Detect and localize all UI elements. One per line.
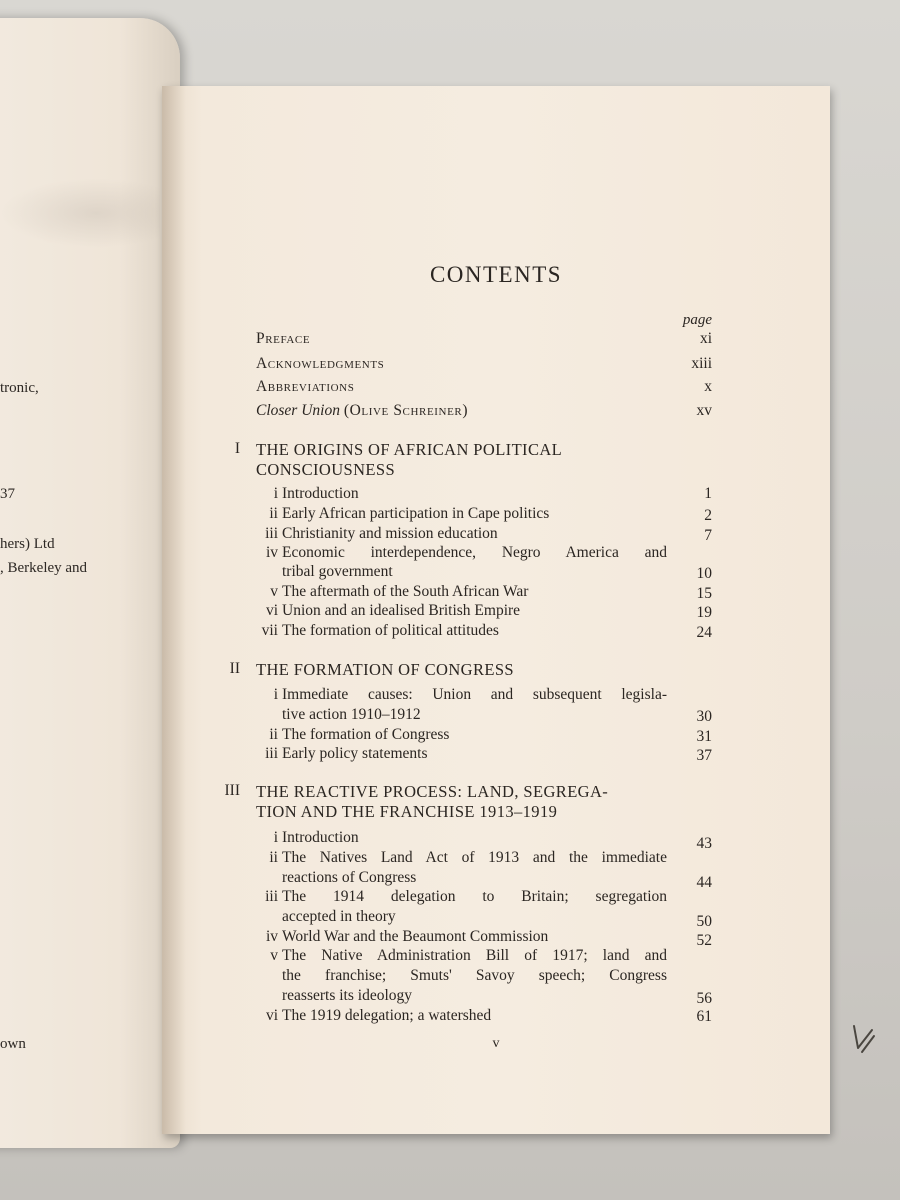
section-title-line-1: The 1914 delegation to Britain; segregation	[282, 888, 667, 905]
section-num: i	[273, 686, 278, 703]
chapter-2-number: II	[229, 660, 240, 677]
front-matter-closer-union-page: xv	[696, 402, 712, 419]
section-num: i	[273, 829, 278, 846]
section-page: 43	[696, 835, 712, 852]
page-folio: v	[492, 1036, 500, 1051]
section-page: 15	[696, 585, 712, 602]
section-title-line-2: reactions of Congress	[282, 869, 417, 886]
section-title: Early policy statements	[282, 745, 428, 762]
section-page: 19	[696, 604, 712, 621]
left-fragment-4: , Berkeley and	[0, 560, 88, 576]
section-title: The 1919 delegation; a watershed	[282, 1007, 492, 1024]
section-title: Christianity and mission education	[282, 525, 498, 542]
section-title-line-1: The Native Administration Bill of 1917; land and	[282, 947, 667, 964]
section-page: 10	[696, 565, 712, 582]
section-title	[282, 888, 667, 906]
section-num: iv	[265, 544, 278, 561]
front-matter-acknowledgments: Acknowledgments	[256, 355, 385, 372]
section-page: 2	[704, 507, 712, 524]
section-title-line-2: the franchise; Smuts' Savoy speech; Congress	[282, 967, 667, 984]
left-page	[0, 18, 180, 1148]
front-matter-acknowledgments-page: xiii	[691, 355, 712, 372]
section-page: 24	[696, 624, 712, 641]
section-num: iii	[265, 525, 278, 542]
section-page: 1	[704, 485, 712, 502]
section-title: Early African participation in Cape politics	[282, 505, 550, 522]
chapter-2-title: THE FORMATION OF CONGRESS	[256, 660, 514, 679]
chapter-1-title-line-2: CONSCIOUSNESS	[256, 460, 396, 479]
section-title	[282, 686, 667, 704]
front-matter-abbreviations-page: x	[704, 378, 712, 395]
front-matter-preface: Preface	[256, 330, 311, 347]
section-num: vi	[265, 1007, 278, 1024]
section-title: Introduction	[282, 485, 359, 502]
closer-union-author: (Olive Schreiner)	[343, 402, 469, 419]
contents-page	[162, 86, 830, 1134]
section-title	[282, 967, 667, 985]
front-matter-preface-page: xi	[699, 330, 712, 347]
section-title	[282, 544, 667, 562]
section-num: iii	[265, 888, 278, 905]
section-page: 37	[696, 747, 712, 764]
section-num: vi	[265, 602, 278, 619]
section-title-line-1: Economic interdependence, Negro America and	[282, 544, 667, 561]
section-title-line-2: tribal government	[282, 563, 393, 580]
section-title-line-3: reasserts its ideology	[282, 987, 413, 1004]
section-title: Union and an idealised British Empire	[282, 602, 521, 619]
section-title: The aftermath of the South African War	[282, 583, 529, 600]
chapter-3-title-line-1: THE REACTIVE PROCESS: LAND, SEGREGA-	[256, 782, 609, 801]
section-title: The formation of political attitudes	[282, 622, 499, 639]
section-num: v	[270, 583, 278, 600]
section-num: ii	[269, 726, 278, 743]
section-title: The formation of Congress	[282, 726, 450, 743]
section-num: iv	[265, 928, 278, 945]
left-fragment-1: tronic,	[0, 380, 39, 396]
chapter-1-title-line-1: THE ORIGINS OF AFRICAN POLITICAL	[256, 440, 563, 459]
section-page: 44	[696, 874, 712, 891]
section-num: ii	[269, 849, 278, 866]
section-page: 31	[696, 728, 712, 745]
section-page: 30	[696, 708, 712, 725]
chapter-3-number: III	[224, 782, 240, 799]
section-title-line-2: tive action 1910–1912	[282, 706, 421, 723]
front-matter-closer-union	[256, 402, 468, 420]
section-page: 61	[696, 1008, 712, 1025]
section-title: Introduction	[282, 829, 359, 846]
closer-union-italic: Closer Union	[256, 402, 340, 419]
page-column-label: page	[682, 312, 712, 328]
chapter-1-number: I	[234, 440, 240, 457]
section-num: ii	[269, 505, 278, 522]
section-num: vii	[261, 622, 278, 639]
show-through-smudge	[0, 178, 160, 248]
section-num: i	[273, 485, 278, 502]
pencil-mark-icon	[848, 1022, 878, 1058]
section-num: iii	[265, 745, 278, 762]
chapter-3-title-line-2: TION AND THE FRANCHISE 1913–1919	[256, 802, 558, 821]
left-fragment-3: hers) Ltd	[0, 536, 55, 552]
section-page: 7	[704, 527, 712, 544]
section-title	[282, 947, 667, 965]
section-page: 50	[696, 913, 712, 930]
section-title: World War and the Beaumont Commission	[282, 928, 549, 945]
section-title-line-1: The Natives Land Act of 1913 and the immediate	[282, 849, 667, 866]
section-num: v	[270, 947, 278, 964]
front-matter-abbreviations: Abbreviations	[256, 378, 355, 395]
left-fragment-5: own	[0, 1036, 26, 1052]
section-page: 52	[696, 932, 712, 949]
section-title-line-2: accepted in theory	[282, 908, 396, 925]
section-title-line-1: Immediate causes: Union and subsequent legisla-	[282, 686, 667, 703]
left-fragment-2: 37	[0, 486, 15, 502]
section-title	[282, 849, 667, 867]
section-page: 56	[696, 990, 712, 1007]
page-title: CONTENTS	[429, 262, 563, 287]
